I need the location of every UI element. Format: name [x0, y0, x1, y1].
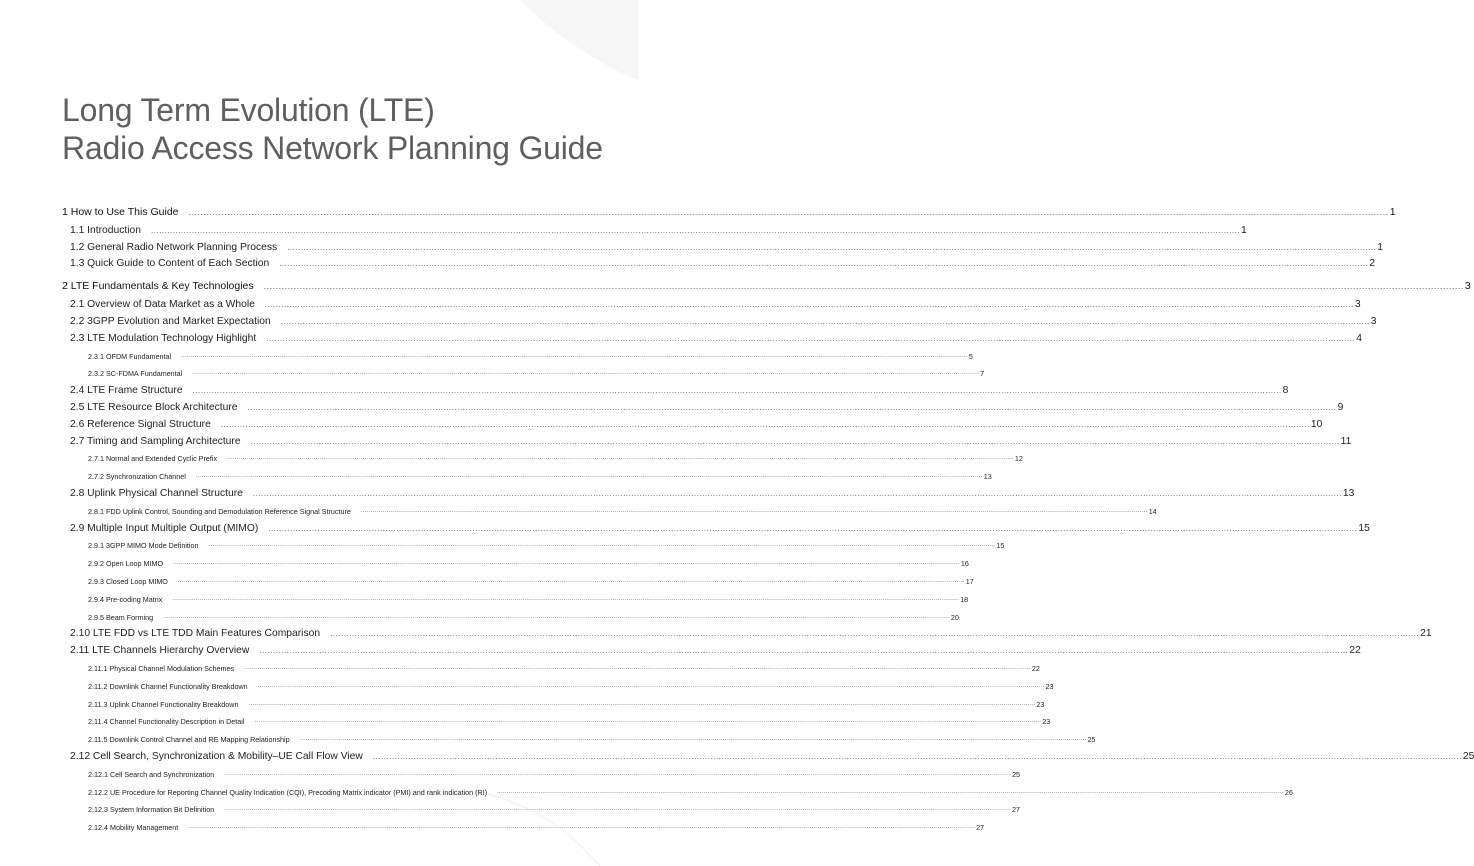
dot-leader: ................................................................................................................................................................................................................................................................................................................................................................................................................: [181, 352, 968, 359]
table-of-contents: [62, 198, 1474, 836]
toc-entry-page-number: 7: [980, 369, 985, 379]
toc-entry-page-number: 10: [1310, 418, 1323, 430]
toc-entry[interactable]: [62, 467, 992, 485]
toc-entry[interactable]: [62, 765, 1021, 783]
toc-entry-page-number: 5: [968, 351, 973, 361]
dot-leader: ................................................................................................................................................................................................................................................................................................................................................................................................................: [257, 682, 1045, 689]
toc-entry-title: 2.9.3 Closed Loop MIMO: [88, 576, 168, 586]
dot-leader: ................................................................................................................................................................................................................................................................................................................................................................................................................: [252, 488, 1342, 498]
toc-entry-title: 2.3 LTE Modulation Technology Highlight: [70, 332, 257, 344]
toc-entry-page-number: 25: [1087, 735, 1096, 745]
toc-entry-page-number: 25: [1462, 750, 1474, 762]
dot-leader: ................................................................................................................................................................................................................................................................................................................................................................................................................: [263, 281, 1464, 292]
toc-entry-title: 2.4 LTE Frame Structure: [70, 385, 183, 397]
toc-entry-page-number: 1: [1389, 206, 1396, 218]
toc-entry-title: 2.3.2 SC-FDMA Fundamental: [88, 369, 183, 379]
toc-entry-page-number: 13: [983, 472, 992, 482]
toc-entry[interactable]: [62, 659, 1040, 677]
toc-entry[interactable]: [62, 450, 1023, 468]
toc-entry-title: 2.8 Uplink Physical Channel Structure: [70, 487, 243, 499]
dot-leader: ................................................................................................................................................................................................................................................................................................................................................................................................................: [280, 316, 1370, 326]
dot-leader: ................................................................................................................................................................................................................................................................................................................................................................................................................: [244, 664, 1031, 671]
toc-entry-title: 2.5 LTE Resource Block Architecture: [70, 401, 238, 413]
toc-entry[interactable]: [62, 626, 1432, 643]
toc-entry-title: 2.2 3GPP Evolution and Market Expectation: [70, 315, 271, 327]
toc-entry-page-number: 16: [960, 559, 969, 569]
toc-entry-title: 2.3.1 OFDM Fundamental: [88, 351, 172, 361]
toc-entry-page-number: 1: [1377, 241, 1383, 253]
toc-entry[interactable]: [62, 347, 973, 365]
dot-leader: ................................................................................................................................................................................................................................................................................................................................................................................................................: [259, 646, 1349, 656]
dot-leader: ................................................................................................................................................................................................................................................................................................................................................................................................................: [279, 259, 1369, 269]
toc-entry[interactable]: [62, 256, 1375, 273]
toc-entry[interactable]: [62, 272, 1471, 296]
toc-entry-page-number: 11: [1340, 435, 1352, 447]
toc-entry-title: 2.9.2 Open Loop MIMO: [88, 559, 164, 569]
toc-entry[interactable]: [62, 537, 1005, 555]
toc-entry[interactable]: [62, 730, 1096, 748]
dot-leader: ................................................................................................................................................................................................................................................................................................................................................................................................................: [250, 436, 1340, 446]
dot-leader: ................................................................................................................................................................................................................................................................................................................................................................................................................: [195, 473, 983, 480]
toc-entry-page-number: 3: [1464, 280, 1471, 293]
toc-entry-title: 2.9.1 3GPP MIMO Mode Definition: [88, 541, 199, 551]
toc-entry[interactable]: [62, 296, 1361, 313]
dot-leader: ................................................................................................................................................................................................................................................................................................................................................................................................................: [220, 419, 1310, 429]
title-line-2: Radio Access Network Planning Guide: [62, 130, 603, 166]
toc-entry-page-number: 23: [1036, 699, 1045, 709]
toc-entry-page-number: 25: [1012, 769, 1021, 779]
toc-entry[interactable]: [62, 695, 1045, 713]
toc-entry-title: 1 How to Use This Guide: [62, 206, 179, 218]
toc-entry-title: 2.12 Cell Search, Synchronization & Mobility–UE Call Flow View: [70, 750, 363, 762]
toc-entry[interactable]: [62, 608, 959, 626]
toc-entry-page-number: 27: [1012, 805, 1021, 815]
toc-entry-page-number: 14: [1148, 506, 1157, 516]
toc-entry-page-number: 3: [1354, 299, 1361, 311]
dot-leader: ................................................................................................................................................................................................................................................................................................................................................................................................................: [224, 770, 1012, 777]
toc-entry-page-number: 13: [1342, 487, 1355, 499]
toc-entry-page-number: 26: [1284, 787, 1293, 797]
toc-entry-title: 2.12.2 UE Procedure for Reporting Channel Quality Indication (CQI), Precoding Matrix indicator (PMI) and rank indication (RI): [88, 787, 488, 797]
toc-entry[interactable]: [62, 642, 1361, 659]
dot-leader: ................................................................................................................................................................................................................................................................................................................................................................................................................: [227, 455, 1014, 462]
document-title: [62, 91, 603, 167]
dot-leader: ................................................................................................................................................................................................................................................................................................................................................................................................................: [360, 507, 1148, 514]
toc-entry[interactable]: [62, 382, 1289, 399]
toc-entry-title: 2.11.2 Downlink Channel Functionality Breakdown: [88, 681, 248, 691]
toc-entry[interactable]: [62, 313, 1377, 330]
dot-leader: ................................................................................................................................................................................................................................................................................................................................................................................................................: [330, 629, 1420, 639]
dot-leader: ................................................................................................................................................................................................................................................................................................................................................................................................................: [254, 718, 1042, 725]
toc-entry-page-number: 22: [1031, 663, 1040, 673]
toc-entry-title: 1.2 General Radio Network Planning Process: [70, 241, 278, 253]
toc-entry-page-number: 23: [1042, 717, 1051, 727]
dot-leader: ................................................................................................................................................................................................................................................................................................................................................................................................................: [247, 402, 1337, 412]
toc-entry[interactable]: [62, 818, 985, 836]
toc-entry-page-number: 15: [1358, 522, 1370, 534]
toc-entry[interactable]: [62, 554, 969, 572]
toc-entry[interactable]: [62, 330, 1363, 347]
toc-entry[interactable]: [62, 713, 1051, 731]
toc-entry-title: 2.7.1 Normal and Extended Cyclic Prefix: [88, 454, 218, 464]
toc-entry[interactable]: [62, 222, 1247, 239]
toc-entry-title: 2.11.3 Uplink Channel Functionality Breakdown: [88, 699, 239, 709]
dot-leader: ................................................................................................................................................................................................................................................................................................................................................................................................................: [208, 542, 996, 549]
dot-leader: ................................................................................................................................................................................................................................................................................................................................................................................................................: [192, 386, 1282, 396]
toc-entry-page-number: 4: [1356, 332, 1363, 344]
toc-entry-title: 2.9.4 Pre-coding Matrix: [88, 594, 163, 604]
toc-entry-page-number: 20: [950, 612, 959, 622]
toc-entry[interactable]: [62, 572, 974, 590]
toc-entry-page-number: 8: [1282, 385, 1289, 397]
toc-entry-title: 1.1 Introduction: [70, 224, 141, 236]
toc-entry-page-number: 22: [1349, 645, 1361, 657]
toc-entry-page-number: 17: [965, 576, 974, 586]
toc-entry-title: 2.11.4 Channel Functionality Description in Detail: [88, 717, 245, 727]
toc-entry[interactable]: [62, 783, 1293, 801]
toc-entry-title: 2.7 Timing and Sampling Architecture: [70, 435, 241, 447]
dot-leader: ................................................................................................................................................................................................................................................................................................................................................................................................................: [224, 806, 1012, 813]
toc-entry-page-number: 9: [1337, 401, 1344, 413]
toc-entry[interactable]: [62, 239, 1383, 256]
toc-entry[interactable]: [62, 748, 1474, 765]
toc-entry-page-number: 3: [1370, 315, 1377, 327]
toc-entry-page-number: 27: [976, 823, 985, 833]
toc-entry-title: 2.10 LTE FDD vs LTE TDD Main Features Comparison: [70, 628, 321, 640]
toc-entry-title: 2.12.1 Cell Search and Synchronization: [88, 769, 215, 779]
toc-entry-title: 2.9 Multiple Input Multiple Output (MIMO): [70, 522, 259, 534]
toc-entry-title: 2.6 Reference Signal Structure: [70, 418, 211, 430]
toc-entry-title: 2.8.1 FDD Uplink Control, Sounding and Demodulation Reference Signal Structure: [88, 506, 351, 516]
dot-leader: ................................................................................................................................................................................................................................................................................................................................................................................................................: [177, 577, 965, 584]
dot-leader: ................................................................................................................................................................................................................................................................................................................................................................................................................: [248, 700, 1036, 707]
dot-leader: ................................................................................................................................................................................................................................................................................................................................................................................................................: [172, 595, 960, 602]
dot-leader: ................................................................................................................................................................................................................................................................................................................................................................................................................: [372, 751, 1462, 761]
toc-entry-page-number: 23: [1045, 681, 1054, 691]
dot-leader: ................................................................................................................................................................................................................................................................................................................................................................................................................: [188, 824, 976, 831]
dot-leader: ................................................................................................................................................................................................................................................................................................................................................................................................................: [266, 333, 1356, 343]
dot-leader: ................................................................................................................................................................................................................................................................................................................................................................................................................: [192, 370, 980, 377]
toc-entry-page-number: 1: [1241, 224, 1247, 236]
toc-entry-page-number: 18: [960, 594, 969, 604]
toc-entry[interactable]: [62, 198, 1396, 222]
dot-leader: ................................................................................................................................................................................................................................................................................................................................................................................................................: [268, 523, 1358, 533]
dot-leader: ................................................................................................................................................................................................................................................................................................................................................................................................................: [299, 736, 1087, 743]
toc-entry-page-number: 15: [996, 541, 1005, 551]
toc-entry-page-number: 21: [1420, 628, 1432, 640]
toc-entry-title: 2.1 Overview of Data Market as a Whole: [70, 299, 255, 311]
toc-entry-title: 2.9.5 Beam Forming: [88, 612, 154, 622]
toc-entry-title: 1.3 Quick Guide to Content of Each Section: [70, 258, 270, 270]
dot-leader: ................................................................................................................................................................................................................................................................................................................................................................................................................: [173, 560, 960, 567]
dot-leader: ................................................................................................................................................................................................................................................................................................................................................................................................................: [287, 242, 1377, 252]
toc-entry-title: 2.7.2 Synchronization Channel: [88, 472, 186, 482]
toc-entry-page-number: 2: [1369, 258, 1375, 270]
toc-entry-title: 2.12.4 Mobility Management: [88, 823, 179, 833]
toc-entry-title: 2.11.5 Downlink Control Channel and RE Mapping Relationship: [88, 735, 290, 745]
toc-entry-title: 2 LTE Fundamentals & Key Technologies: [62, 280, 254, 293]
toc-entry[interactable]: [62, 801, 1021, 819]
toc-entry[interactable]: [62, 520, 1370, 537]
title-line-1: Long Term Evolution (LTE): [62, 92, 435, 128]
dot-leader: ................................................................................................................................................................................................................................................................................................................................................................................................................: [497, 788, 1284, 795]
dot-leader: ................................................................................................................................................................................................................................................................................................................................................................................................................: [188, 207, 1389, 217]
toc-entry[interactable]: [62, 590, 969, 608]
toc-entry-title: 2.11 LTE Channels Hierarchy Overview: [70, 645, 250, 657]
toc-entry[interactable]: [62, 485, 1355, 502]
toc-entry-title: 2.12.3 System Information Bit Definition: [88, 805, 215, 815]
toc-entry[interactable]: [62, 502, 1157, 520]
toc-entry[interactable]: [62, 365, 985, 383]
dot-leader: ................................................................................................................................................................................................................................................................................................................................................................................................................: [264, 300, 1354, 310]
toc-entry-page-number: 12: [1014, 454, 1023, 464]
toc-entry-title: 2.11.1 Physical Channel Modulation Schemes: [88, 663, 235, 673]
dot-leader: ................................................................................................................................................................................................................................................................................................................................................................................................................: [150, 225, 1241, 235]
toc-entry[interactable]: [62, 677, 1054, 695]
toc-entry[interactable]: [62, 416, 1323, 433]
dot-leader: ................................................................................................................................................................................................................................................................................................................................................................................................................: [163, 613, 950, 620]
toc-entry[interactable]: [62, 433, 1352, 450]
toc-entry[interactable]: [62, 399, 1344, 416]
